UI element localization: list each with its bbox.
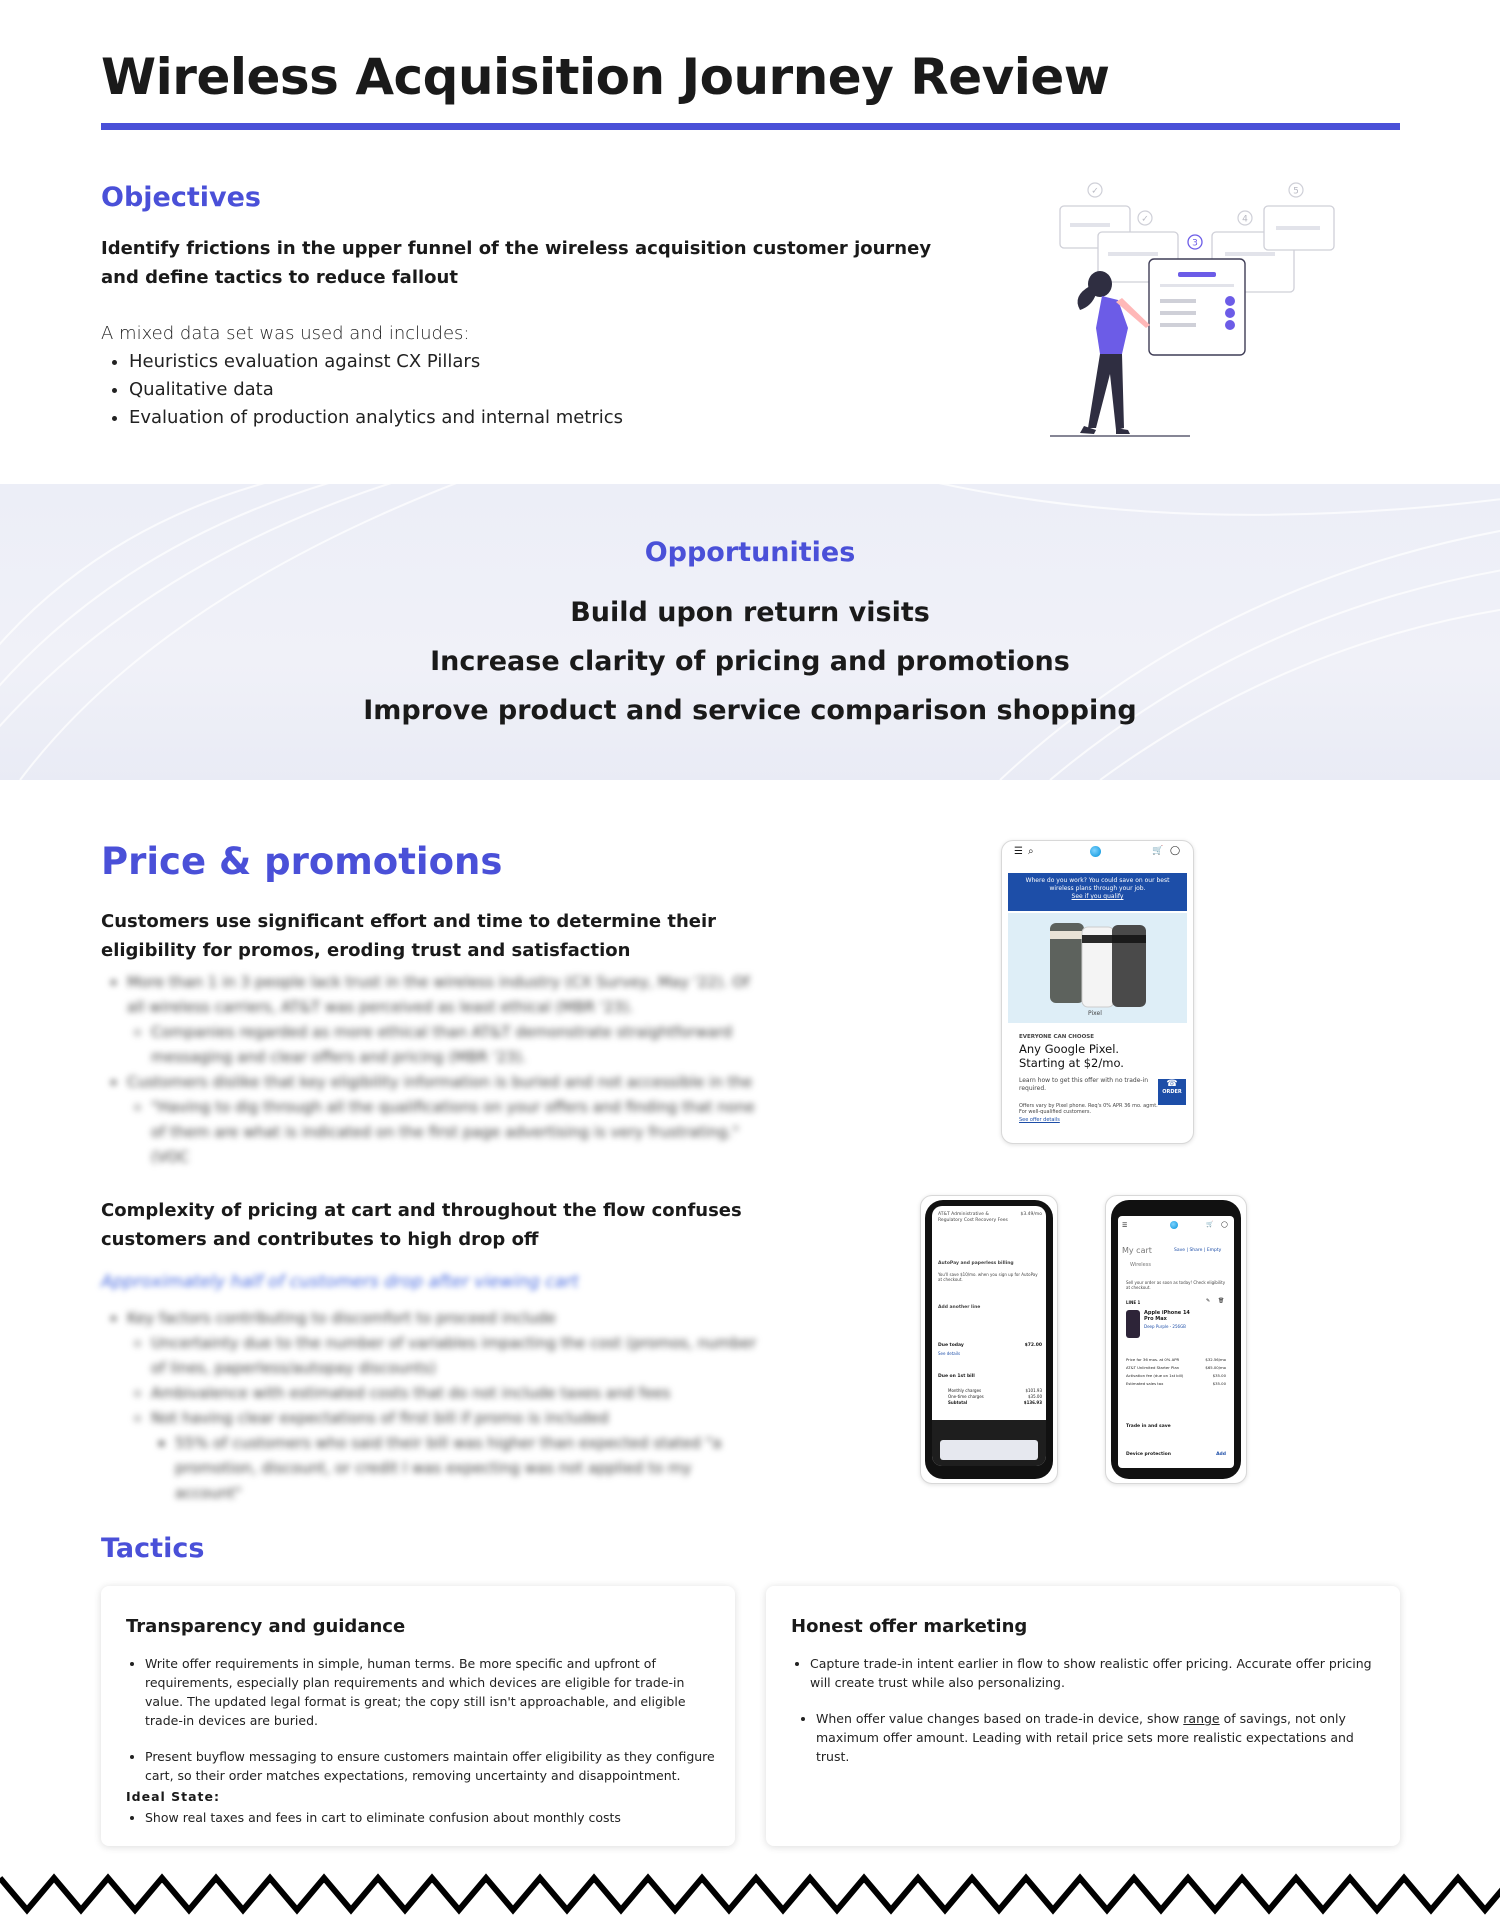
step-label: 5	[1293, 186, 1299, 197]
cart-tab[interactable]: Share	[1189, 1248, 1203, 1253]
ideal-state-items	[127, 1808, 720, 1844]
cart-tab[interactable]: Empty	[1206, 1248, 1222, 1253]
step-label: 4	[1242, 214, 1248, 225]
device-name: Apple iPhone 14 Pro Max	[1144, 1310, 1190, 1322]
pixel-phones-graphic	[1008, 913, 1187, 1023]
user-icon: ◯	[1170, 846, 1181, 856]
tactic-item: • Present buyflow messaging to ensure customers maintain offer eligibility as they configure cart, so their order matches expectations, removing uncertainty and disappointment.	[145, 1747, 720, 1785]
tactic-card-title: Transparency and guidance	[126, 1616, 406, 1637]
mobile-cart-screenshot	[1105, 1195, 1247, 1484]
price-row: AT&T Unlimited Starter Plan $65.00/mo	[1126, 1365, 1226, 1370]
att-globe-logo	[1090, 846, 1101, 857]
finding-eligibility-details	[101, 970, 761, 1170]
cart-tabs: Save | Share | Empty	[1174, 1248, 1222, 1253]
tactic-card-title: Honest offer marketing	[791, 1616, 1028, 1637]
step-label: 3	[1192, 238, 1198, 249]
tactic-card-honest-marketing	[766, 1586, 1400, 1846]
trash-icon[interactable]: 🗑	[1218, 1298, 1225, 1304]
edit-icon[interactable]: ✎	[1206, 1298, 1211, 1304]
pixel-brand-label: Pixel	[1088, 1010, 1102, 1017]
search-icon: ⌕	[1028, 846, 1034, 857]
detail-subbullet: ◦ "Having to dig through all the qualifications on your offers and finding that none of them are what is indicated on the first page advertising is very frustrating." (VOC	[151, 1095, 761, 1170]
objectives-item: • Evaluation of production analytics and internal metrics	[129, 404, 829, 432]
opportunity-item: Increase clarity of pricing and promotions	[430, 646, 1070, 677]
mobile-checkout-screenshot	[920, 1195, 1058, 1484]
tactic-item: • When offer value changes based on trade-in device, show range of savings, not only maximum offer amount. Leading with retail price sets more realistic expectations and trust.	[816, 1709, 1385, 1766]
detail-subbullet: ◦ Ambivalence with estimated costs that do not include taxes and fees	[151, 1381, 761, 1406]
tactic-card-transparency	[101, 1586, 735, 1846]
ideal-state-label: Ideal State:	[126, 1789, 221, 1804]
detail-bullet: • Key factors contributing to discomfort to proceed include	[127, 1306, 761, 1331]
title-divider	[101, 123, 1400, 130]
band-decoration	[0, 484, 1500, 780]
att-globe-logo	[1170, 1221, 1178, 1229]
tactic-items	[792, 1654, 1385, 1783]
price-row: Estimated sales tax $35.00	[1126, 1381, 1226, 1386]
charges-list	[948, 1388, 1042, 1406]
menu-icon: ☰	[1122, 1222, 1128, 1229]
phone-icon: ☎	[1166, 1079, 1178, 1089]
due-today-row: Due today $72.00	[938, 1343, 1042, 1348]
add-line-row[interactable]: Add another line	[938, 1305, 981, 1310]
tactic-items	[127, 1654, 720, 1802]
charge-row: One-time charges $35.00	[948, 1394, 1042, 1399]
cart-icon: 🛒	[1206, 1221, 1214, 1228]
detail-subbullet: ◦ Companies regarded as more ethical than AT&T demonstrate straightforward messaging and clear offers and pricing (MBR '23).	[151, 1020, 761, 1070]
objectives-item: • Heuristics evaluation against CX Pillars	[129, 348, 829, 376]
zigzag-border	[0, 1868, 1500, 1928]
mobile-promo-screenshot	[1001, 840, 1194, 1144]
opportunities-band	[0, 484, 1500, 780]
promo-fine-print: Offers vary by Pixel phone. Req's 0% APR 36 mo. agmt. For well-qualified customers.	[1019, 1103, 1158, 1115]
promo-banner-link[interactable]: See if you qualify	[1071, 893, 1124, 900]
finding-pricing-link[interactable]: Approximately half of customers drop after viewing cart	[101, 1272, 579, 1292]
detail-subbullet: ◦ Not having clear expectations of first bill if promo is included	[151, 1406, 761, 1431]
line-label: LINE 1	[1126, 1300, 1141, 1305]
finding-pricing-lead: Complexity of pricing at cart and throughout the flow confuses customers and contributes to high drop off	[101, 1200, 742, 1250]
pixel-phones-image	[1008, 913, 1187, 1023]
autopay-row[interactable]: AutoPay and paperless billing	[938, 1261, 1014, 1266]
mobile-header	[1002, 841, 1193, 863]
device-thumbnail	[1126, 1310, 1140, 1338]
cart-screen	[1118, 1216, 1234, 1468]
opportunity-item: Improve product and service comparison shopping	[363, 695, 1137, 726]
fee-row: AT&T Administrative & Regulatory Cost Recovery Fees $3.49/mo	[938, 1212, 1042, 1223]
add-protection-link[interactable]: Add	[1216, 1452, 1226, 1457]
promo-eyebrow: EVERYONE CAN CHOOSE	[1019, 1034, 1094, 1040]
wireless-section-label: Wireless	[1130, 1262, 1151, 1268]
opportunity-item: Build upon return visits	[570, 597, 930, 628]
charge-row: Monthly charges $101.93	[948, 1388, 1042, 1393]
objectives-lead: Identify frictions in the upper funnel of the wireless acquisition customer journey and define tactics to reduce fallout	[101, 238, 932, 288]
step-label: ✓	[1091, 186, 1099, 197]
due-first-bill-row: Due on 1st bill	[938, 1374, 975, 1379]
footer-message	[940, 1440, 1038, 1460]
cart-title: My cart	[1122, 1246, 1152, 1255]
objectives-item: • Qualitative data	[129, 376, 829, 404]
promo-body: Learn how to get this offer with no trade-in required.	[1019, 1077, 1149, 1092]
menu-icon: ☰	[1014, 846, 1023, 857]
ideal-state-item: • Show real taxes and fees in cart to eliminate confusion about monthly costs	[145, 1808, 720, 1827]
promo-headline: Any Google Pixel. Starting at $2/mo.	[1019, 1042, 1124, 1070]
cart-note: Sell your order as soon as today! Check eligibility at checkout.	[1126, 1280, 1226, 1290]
order-button[interactable]	[1158, 1079, 1186, 1105]
phone-frame	[925, 1200, 1053, 1479]
detail-bullet: • More than 1 in 3 people lack trust in the wireless industry (CX Survey, May '22). Of all wireless carriers, AT&T was perceived as least ethical (MBR '23).	[127, 970, 761, 1020]
price-promotions-heading: Price & promotions	[101, 840, 503, 883]
order-label: ORDER	[1162, 1089, 1182, 1095]
checkout-screen	[932, 1206, 1046, 1466]
tactic-item: • Write offer requirements in simple, human terms. Be more specific and upfront of requirements, especially plan requirements and which devices are eligible for trade-in value. The updated legal format is great; the copy still isn't approachable, and eligible trade-in devices are buried.	[145, 1654, 720, 1730]
price-row: Price for 36 mos. at 0% APR $32.56/mo	[1126, 1357, 1226, 1362]
cart-icon: 🛒	[1152, 846, 1164, 856]
price-row: Activation fee (due on 1st bill) $35.00	[1126, 1373, 1226, 1378]
step-label: ✓	[1141, 214, 1149, 225]
promo-banner-text: Where do you work? You could save on our best wireless plans through your job.	[1025, 877, 1170, 892]
tactics-heading: Tactics	[101, 1533, 205, 1564]
promo-banner	[1008, 873, 1187, 911]
page-title: Wireless Acquisition Journey Review	[101, 48, 1110, 106]
opportunities-heading: Opportunities	[644, 537, 856, 568]
phone-frame	[1111, 1200, 1241, 1479]
finding-pricing-details	[101, 1306, 761, 1506]
trade-in-row[interactable]: Trade in and save	[1126, 1424, 1171, 1429]
objectives-list	[101, 348, 829, 432]
objectives-intro: A mixed data set was used and includes:	[101, 323, 470, 344]
detail-subbullet: ◦ Uncertainty due to the number of variables impacting the cost (promos, number of lines, paperless/autopay discounts)	[151, 1331, 761, 1381]
tactic-item: • Capture trade-in intent earlier in flow to show realistic offer pricing. Accurate offer pricing will create trust while also personalizing.	[810, 1654, 1385, 1692]
user-icon: ◯	[1221, 1221, 1228, 1228]
see-details-link[interactable]: See details	[938, 1351, 961, 1356]
autopay-note: You'll save $10/mo. when you sign up for AutoPay at checkout.	[938, 1272, 1038, 1282]
checklist-illustration	[1050, 178, 1340, 438]
objectives-heading: Objectives	[101, 182, 261, 213]
detail-bullet: • Customers dislike that key eligibility information is buried and not accessible in the	[127, 1070, 761, 1095]
detail-subbullet: ▪ 55% of customers who said their bill was higher than expected stated "a promotion, discount, or credit I was expecting was not applied to my account"	[175, 1431, 761, 1506]
finding-eligibility-lead: Customers use significant effort and time to determine their eligibility for promos, eroding trust and satisfaction	[101, 911, 717, 961]
charge-row: Subtotal $136.93	[948, 1400, 1042, 1405]
checkout-footer	[932, 1420, 1046, 1466]
promo-fine-link[interactable]: See offer details	[1019, 1117, 1060, 1123]
device-color[interactable]: Deep Purple - 256GB	[1144, 1324, 1186, 1329]
price-rows	[1126, 1356, 1226, 1388]
cart-tab[interactable]: Save	[1174, 1248, 1186, 1253]
device-protection-row: Device protection Add	[1126, 1452, 1226, 1457]
